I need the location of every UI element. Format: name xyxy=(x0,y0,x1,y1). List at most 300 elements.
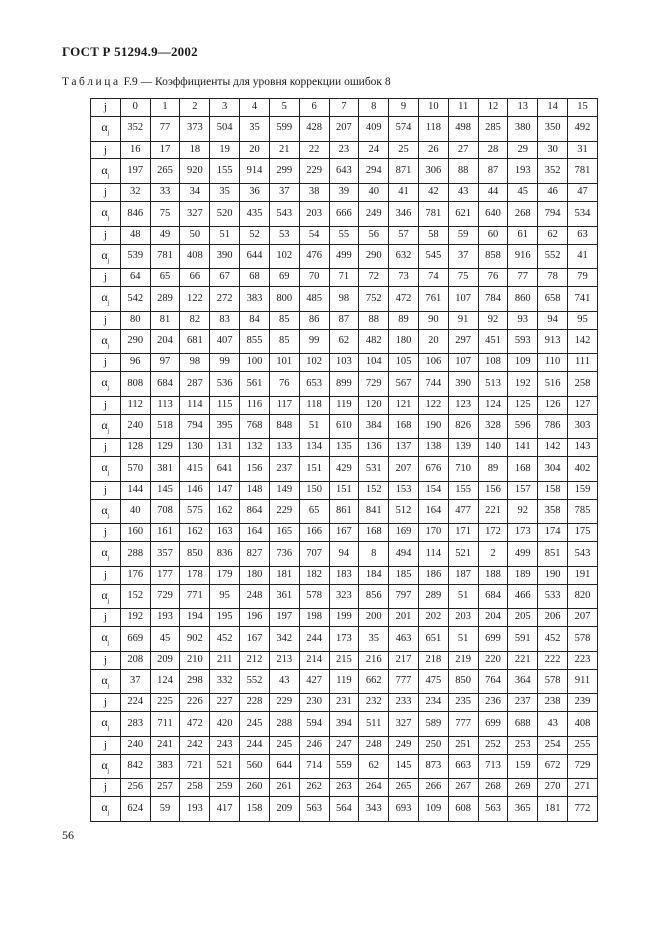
index-cell: 220 xyxy=(478,651,508,669)
index-cell: 218 xyxy=(418,651,448,669)
index-cell: 88 xyxy=(359,311,389,329)
index-cell: 90 xyxy=(418,311,448,329)
coefficient-cell: 533 xyxy=(538,584,568,609)
index-cell: 18 xyxy=(180,141,210,159)
alpha-subscript: j xyxy=(107,810,110,817)
coefficient-cell: 858 xyxy=(478,244,508,269)
coefficient-cell: 851 xyxy=(538,542,568,567)
index-cell: 7 xyxy=(329,99,359,117)
coefficient-cell: 62 xyxy=(359,754,389,779)
coefficient-cell: 786 xyxy=(538,414,568,439)
coefficient-cell: 752 xyxy=(359,287,389,312)
index-cell: 45 xyxy=(508,184,538,202)
index-row-label: j xyxy=(91,141,121,159)
coefficient-cell: 373 xyxy=(180,116,210,141)
alpha-subscript: j xyxy=(107,215,110,222)
coefficient-cell: 289 xyxy=(418,584,448,609)
index-cell: 94 xyxy=(538,311,568,329)
index-cell: 20 xyxy=(240,141,270,159)
coefficient-cell: 916 xyxy=(508,244,538,269)
coefficient-cell: 472 xyxy=(389,287,419,312)
coefficient-cell: 666 xyxy=(329,202,359,227)
index-cell: 170 xyxy=(418,524,448,542)
alpha-symbol: α xyxy=(101,630,108,645)
coefficient-cell: 207 xyxy=(389,457,419,482)
coefficient-cell: 842 xyxy=(120,754,150,779)
index-cell: 71 xyxy=(329,269,359,287)
coefficient-cell: 873 xyxy=(418,754,448,779)
coefficient-cell: 841 xyxy=(359,499,389,524)
coefficient-cell: 167 xyxy=(240,627,270,652)
index-cell: 135 xyxy=(329,439,359,457)
index-cell: 269 xyxy=(508,779,538,797)
index-cell: 36 xyxy=(240,184,270,202)
coefficient-cell: 435 xyxy=(240,202,270,227)
coefficient-cell: 552 xyxy=(240,669,270,694)
alpha-symbol: α xyxy=(101,460,108,475)
index-row xyxy=(91,226,598,244)
table-caption-separator: — xyxy=(140,76,153,88)
index-cell: 252 xyxy=(478,736,508,754)
coefficient-cell: 492 xyxy=(568,116,598,141)
alpha-symbol: α xyxy=(101,417,108,432)
index-row xyxy=(91,439,598,457)
index-cell: 79 xyxy=(568,269,598,287)
index-cell: 246 xyxy=(299,736,329,754)
index-cell: 60 xyxy=(478,226,508,244)
coefficient-cell: 352 xyxy=(538,159,568,184)
coefficient-cell: 871 xyxy=(389,159,419,184)
index-cell: 92 xyxy=(478,311,508,329)
coefficient-cell: 861 xyxy=(329,499,359,524)
coefficient-cell: 193 xyxy=(180,797,210,822)
index-cell: 99 xyxy=(210,354,240,372)
coefficient-cell: 45 xyxy=(150,627,180,652)
index-cell: 184 xyxy=(359,566,389,584)
coefficient-cell: 641 xyxy=(210,457,240,482)
coefficient-cell: 173 xyxy=(329,627,359,652)
coefficient-cell: 721 xyxy=(180,754,210,779)
coefficient-row-label xyxy=(91,499,121,524)
alpha-symbol: α xyxy=(101,715,108,730)
coefficient-cell: 249 xyxy=(359,202,389,227)
index-cell: 183 xyxy=(329,566,359,584)
index-cell: 168 xyxy=(359,524,389,542)
index-cell: 19 xyxy=(210,141,240,159)
coefficient-cell: 681 xyxy=(180,329,210,354)
alpha-symbol: α xyxy=(101,375,108,390)
index-cell: 228 xyxy=(240,694,270,712)
coefficient-cell: 632 xyxy=(389,244,419,269)
index-cell: 225 xyxy=(150,694,180,712)
coefficient-cell: 118 xyxy=(418,116,448,141)
index-cell: 31 xyxy=(568,141,598,159)
coefficient-cell: 98 xyxy=(329,287,359,312)
coefficient-cell: 545 xyxy=(418,244,448,269)
index-cell: 264 xyxy=(359,779,389,797)
index-cell: 166 xyxy=(299,524,329,542)
coefficient-cell: 578 xyxy=(299,584,329,609)
index-cell: 142 xyxy=(538,439,568,457)
alpha-subscript: j xyxy=(107,768,110,775)
index-row xyxy=(91,779,598,797)
index-cell: 165 xyxy=(269,524,299,542)
index-cell: 50 xyxy=(180,226,210,244)
coefficient-cell: 578 xyxy=(538,669,568,694)
coefficient-cell: 850 xyxy=(448,669,478,694)
index-cell: 17 xyxy=(150,141,180,159)
index-cell: 217 xyxy=(389,651,419,669)
coefficient-cell: 531 xyxy=(359,457,389,482)
coefficient-cell: 744 xyxy=(418,372,448,397)
index-cell: 10 xyxy=(418,99,448,117)
index-cell: 41 xyxy=(389,184,419,202)
coefficient-cell: 122 xyxy=(180,287,210,312)
alpha-subscript: j xyxy=(107,172,110,179)
coefficient-cell: 512 xyxy=(389,499,419,524)
index-row-label: j xyxy=(91,481,121,499)
coefficient-cell: 124 xyxy=(150,669,180,694)
index-cell: 117 xyxy=(269,396,299,414)
index-row-label: j xyxy=(91,354,121,372)
index-cell: 46 xyxy=(538,184,568,202)
index-cell: 211 xyxy=(210,651,240,669)
index-cell: 221 xyxy=(508,651,538,669)
coefficient-cell: 77 xyxy=(150,116,180,141)
index-row xyxy=(91,311,598,329)
index-cell: 161 xyxy=(150,524,180,542)
index-cell: 213 xyxy=(269,651,299,669)
index-row-label: j xyxy=(91,396,121,414)
index-cell: 37 xyxy=(269,184,299,202)
coefficient-row xyxy=(91,499,598,524)
coefficient-cell: 350 xyxy=(538,116,568,141)
coefficient-cell: 476 xyxy=(299,244,329,269)
index-cell: 192 xyxy=(120,609,150,627)
index-cell: 200 xyxy=(359,609,389,627)
coefficient-cell: 272 xyxy=(210,287,240,312)
index-cell: 230 xyxy=(299,694,329,712)
index-cell: 141 xyxy=(508,439,538,457)
coefficient-cell: 713 xyxy=(478,754,508,779)
coefficient-cell: 164 xyxy=(418,499,448,524)
index-cell: 259 xyxy=(210,779,240,797)
coefficient-cell: 168 xyxy=(389,414,419,439)
index-cell: 267 xyxy=(448,779,478,797)
coefficient-cell: 168 xyxy=(508,457,538,482)
index-cell: 185 xyxy=(389,566,419,584)
index-cell: 147 xyxy=(210,481,240,499)
index-cell: 255 xyxy=(568,736,598,754)
index-cell: 242 xyxy=(180,736,210,754)
coefficient-row xyxy=(91,244,598,269)
index-row xyxy=(91,694,598,712)
alpha-symbol: α xyxy=(101,247,108,262)
index-cell: 96 xyxy=(120,354,150,372)
coefficient-cell: 65 xyxy=(299,499,329,524)
coefficient-cell: 707 xyxy=(299,542,329,567)
coefficient-row-label xyxy=(91,542,121,567)
coefficient-cell: 640 xyxy=(478,202,508,227)
coefficient-cell: 511 xyxy=(359,712,389,737)
index-cell: 206 xyxy=(538,609,568,627)
index-cell: 25 xyxy=(389,141,419,159)
coefficient-cell: 245 xyxy=(240,712,270,737)
index-cell: 63 xyxy=(568,226,598,244)
index-cell: 123 xyxy=(448,396,478,414)
table-caption-title: Коэффициенты для уровня коррекции ошибок 8 xyxy=(155,76,391,88)
index-cell: 203 xyxy=(448,609,478,627)
index-row-label: j xyxy=(91,566,121,584)
coefficient-cell: 741 xyxy=(568,287,598,312)
coefficient-cell: 914 xyxy=(240,159,270,184)
index-cell: 172 xyxy=(478,524,508,542)
coefficient-cell: 564 xyxy=(329,797,359,822)
index-cell: 97 xyxy=(150,354,180,372)
index-cell: 68 xyxy=(240,269,270,287)
coefficient-cell: 288 xyxy=(269,712,299,737)
coefficient-cell: 552 xyxy=(538,244,568,269)
coefficient-cell: 420 xyxy=(210,712,240,737)
coefficient-row xyxy=(91,202,598,227)
coefficient-cell: 452 xyxy=(538,627,568,652)
table-caption-label: Таблица xyxy=(62,76,121,88)
coefficient-cell: 543 xyxy=(568,542,598,567)
index-cell: 6 xyxy=(299,99,329,117)
index-cell: 32 xyxy=(120,184,150,202)
index-cell: 59 xyxy=(448,226,478,244)
coefficient-row-label xyxy=(91,712,121,737)
index-row-label: j xyxy=(91,609,121,627)
coefficient-cell: 390 xyxy=(210,244,240,269)
coefficient-cell: 485 xyxy=(299,287,329,312)
coefficient-cell: 850 xyxy=(180,542,210,567)
coefficient-row xyxy=(91,329,598,354)
index-cell: 78 xyxy=(538,269,568,287)
coefficient-cell: 781 xyxy=(418,202,448,227)
coefficient-cell: 352 xyxy=(120,116,150,141)
index-cell: 236 xyxy=(478,694,508,712)
index-cell: 186 xyxy=(418,566,448,584)
index-row xyxy=(91,99,598,117)
index-cell: 48 xyxy=(120,226,150,244)
index-cell: 12 xyxy=(478,99,508,117)
index-cell: 146 xyxy=(180,481,210,499)
index-cell: 234 xyxy=(418,694,448,712)
index-cell: 28 xyxy=(478,141,508,159)
alpha-subscript: j xyxy=(107,428,110,435)
index-cell: 115 xyxy=(210,396,240,414)
alpha-symbol: α xyxy=(101,290,108,305)
page-number: 56 xyxy=(62,828,74,842)
index-cell: 56 xyxy=(359,226,389,244)
coefficient-row-label xyxy=(91,457,121,482)
index-cell: 179 xyxy=(210,566,240,584)
index-cell: 202 xyxy=(418,609,448,627)
coefficient-cell: 323 xyxy=(329,584,359,609)
coefficient-row xyxy=(91,414,598,439)
index-cell: 199 xyxy=(329,609,359,627)
index-cell: 149 xyxy=(269,481,299,499)
index-cell: 75 xyxy=(448,269,478,287)
coefficient-cell: 513 xyxy=(478,372,508,397)
alpha-subscript: j xyxy=(107,683,110,690)
coefficient-cell: 771 xyxy=(180,584,210,609)
index-cell: 167 xyxy=(329,524,359,542)
index-row xyxy=(91,524,598,542)
index-cell: 265 xyxy=(389,779,419,797)
index-cell: 5 xyxy=(269,99,299,117)
coefficient-cell: 520 xyxy=(210,202,240,227)
coefficient-cell: 402 xyxy=(568,457,598,482)
coefficient-cell: 357 xyxy=(150,542,180,567)
coefficient-cell: 290 xyxy=(120,329,150,354)
coefficient-cell: 428 xyxy=(299,116,329,141)
index-cell: 137 xyxy=(389,439,419,457)
index-cell: 47 xyxy=(568,184,598,202)
index-cell: 95 xyxy=(568,311,598,329)
coefficient-cell: 408 xyxy=(180,244,210,269)
coefficient-cell: 521 xyxy=(448,542,478,567)
index-cell: 38 xyxy=(299,184,329,202)
index-row xyxy=(91,141,598,159)
coefficient-cell: 327 xyxy=(180,202,210,227)
index-cell: 145 xyxy=(150,481,180,499)
index-cell: 1 xyxy=(150,99,180,117)
coefficient-cell: 536 xyxy=(210,372,240,397)
index-cell: 109 xyxy=(508,354,538,372)
coefficient-cell: 836 xyxy=(210,542,240,567)
index-cell: 125 xyxy=(508,396,538,414)
index-cell: 29 xyxy=(508,141,538,159)
coefficient-cell: 306 xyxy=(418,159,448,184)
index-cell: 43 xyxy=(448,184,478,202)
coefficient-cell: 51 xyxy=(299,414,329,439)
index-row xyxy=(91,184,598,202)
index-cell: 64 xyxy=(120,269,150,287)
coefficient-cell: 662 xyxy=(359,669,389,694)
coefficient-cell: 142 xyxy=(568,329,598,354)
coefficient-row xyxy=(91,159,598,184)
index-cell: 42 xyxy=(418,184,448,202)
index-cell: 233 xyxy=(389,694,419,712)
coefficient-cell: 258 xyxy=(568,372,598,397)
index-cell: 177 xyxy=(150,566,180,584)
alpha-subscript: j xyxy=(107,725,110,732)
index-cell: 154 xyxy=(418,481,448,499)
coefficient-cell: 477 xyxy=(448,499,478,524)
index-cell: 70 xyxy=(299,269,329,287)
coefficient-cell: 593 xyxy=(508,329,538,354)
coefficient-cell: 383 xyxy=(240,287,270,312)
index-cell: 44 xyxy=(478,184,508,202)
coefficient-cell: 451 xyxy=(478,329,508,354)
index-cell: 226 xyxy=(180,694,210,712)
coefficient-cell: 693 xyxy=(389,797,419,822)
index-cell: 253 xyxy=(508,736,538,754)
alpha-subscript: j xyxy=(107,555,110,562)
index-cell: 134 xyxy=(299,439,329,457)
index-row xyxy=(91,609,598,627)
coefficient-row-label xyxy=(91,414,121,439)
index-cell: 178 xyxy=(180,566,210,584)
coefficient-cell: 298 xyxy=(180,669,210,694)
index-cell: 86 xyxy=(299,311,329,329)
index-cell: 111 xyxy=(568,354,598,372)
coefficient-cell: 820 xyxy=(568,584,598,609)
coefficient-cell: 736 xyxy=(269,542,299,567)
index-cell: 171 xyxy=(448,524,478,542)
index-cell: 175 xyxy=(568,524,598,542)
coefficient-cell: 563 xyxy=(478,797,508,822)
index-cell: 247 xyxy=(329,736,359,754)
coefficient-cell: 729 xyxy=(359,372,389,397)
coefficient-row-label xyxy=(91,116,121,141)
coefficient-table xyxy=(90,98,598,822)
index-cell: 163 xyxy=(210,524,240,542)
table-caption xyxy=(62,76,391,88)
coefficient-cell: 193 xyxy=(508,159,538,184)
index-cell: 159 xyxy=(568,481,598,499)
index-cell: 198 xyxy=(299,609,329,627)
index-cell: 232 xyxy=(359,694,389,712)
coefficient-cell: 35 xyxy=(240,116,270,141)
index-cell: 65 xyxy=(150,269,180,287)
coefficient-cell: 358 xyxy=(538,499,568,524)
index-cell: 156 xyxy=(478,481,508,499)
coefficient-cell: 289 xyxy=(150,287,180,312)
coefficient-cell: 729 xyxy=(150,584,180,609)
index-row-label: j xyxy=(91,439,121,457)
alpha-subscript: j xyxy=(107,300,110,307)
coefficient-cell: 591 xyxy=(508,627,538,652)
index-cell: 126 xyxy=(538,396,568,414)
alpha-subscript: j xyxy=(107,343,110,350)
coefficient-cell: 498 xyxy=(448,116,478,141)
coefficient-cell: 384 xyxy=(359,414,389,439)
coefficient-row xyxy=(91,372,598,397)
index-cell: 205 xyxy=(508,609,538,627)
coefficient-row xyxy=(91,584,598,609)
coefficient-row-label xyxy=(91,244,121,269)
coefficient-cell: 43 xyxy=(269,669,299,694)
index-cell: 87 xyxy=(329,311,359,329)
index-cell: 245 xyxy=(269,736,299,754)
index-cell: 93 xyxy=(508,311,538,329)
coefficient-cell: 35 xyxy=(359,627,389,652)
index-cell: 72 xyxy=(359,269,389,287)
coefficient-cell: 285 xyxy=(478,116,508,141)
coefficient-cell: 466 xyxy=(508,584,538,609)
index-cell: 196 xyxy=(240,609,270,627)
coefficient-cell: 781 xyxy=(568,159,598,184)
coefficient-cell: 672 xyxy=(538,754,568,779)
coefficient-cell: 761 xyxy=(418,287,448,312)
index-cell: 256 xyxy=(120,779,150,797)
index-cell: 155 xyxy=(448,481,478,499)
coefficient-cell: 209 xyxy=(269,797,299,822)
coefficient-cell: 768 xyxy=(240,414,270,439)
coefficient-cell: 570 xyxy=(120,457,150,482)
index-cell: 153 xyxy=(389,481,419,499)
coefficient-cell: 415 xyxy=(180,457,210,482)
coefficient-cell: 676 xyxy=(418,457,448,482)
index-cell: 235 xyxy=(448,694,478,712)
coefficient-cell: 658 xyxy=(538,287,568,312)
coefficient-table-body xyxy=(91,99,598,822)
index-cell: 237 xyxy=(508,694,538,712)
coefficient-cell: 463 xyxy=(389,627,419,652)
